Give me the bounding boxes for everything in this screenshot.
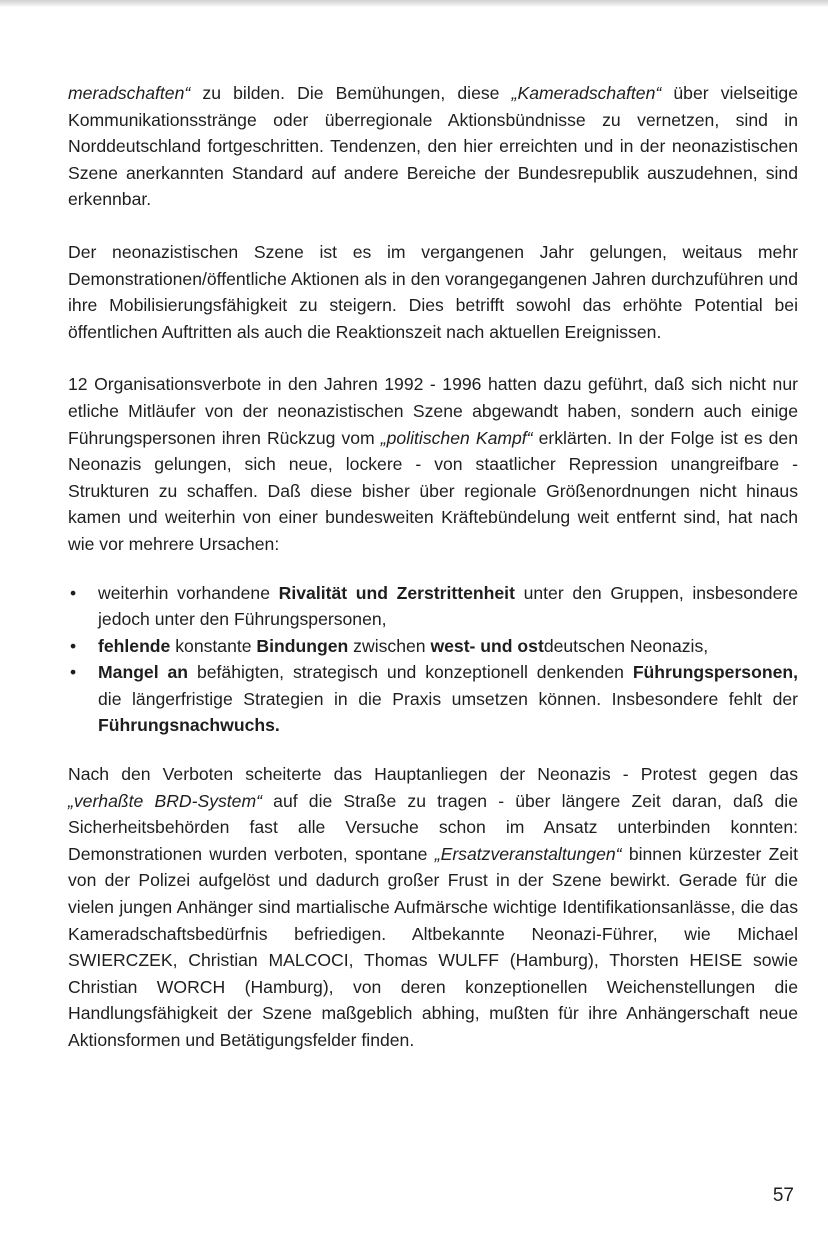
scan-top-edge [0,0,828,7]
italic-text: „Ersatzveranstaltungen“ [434,843,622,864]
document-page [68,80,798,1054]
text-run: die längerfristige Strategien in die Praxis umsetzen können. Insbesondere fehlt der [98,688,798,709]
text-run: Nach den Verboten scheiterte das Hauptanliegen der Neonazis - Protest gegen das [68,764,798,785]
text-run: binnen kürzester Zeit von der Polizei aufgelöst und dadurch großer Frust in der Szene bewirkt. Gerade für die vielen jungen Anhänger sind martialische Aufmärsche wichtige Identifikationsanlässe, die das Kameradschaftsbedürfnis befriedigen. Altbekannte Neonazi-Führer, wie Michael SWIERCZEK, Christian MALCOCI, Thomas WULFF (Hamburg), Thorsten HEISE sowie Christian WORCH (Hamburg), von deren konzeptionellen Weichenstellungen die Handlungsfähigkeit der Szene maßgeblich abhing, mußten für ihre Anhängerschaft neue Aktionsformen und Betätigungsfelder finden. [68,843,798,1050]
page-number: 57 [772,1185,794,1206]
paragraph-4 [68,761,798,1054]
bold-text: fehlende [98,635,171,656]
text-run: erklärten. In der Folge ist es den Neonazis gelungen, sich neue, lockere - von staatlicher Repression unangreifbare - Strukturen zu schaffen. Daß diese bisher über regionale Größenordnungen nicht hinaus kamen und weiterhin von einer bundesweiten Kräftebündelung weit entfernt sind, hat nach wie vor mehrere Ursachen: [68,427,798,554]
bold-text: Führungsnachwuchs. [98,715,280,736]
list-item [68,633,798,660]
text-run: Der neonazistischen Szene ist es im vergangenen Jahr gelungen, weitaus mehr Demonstrationen/öffentliche Aktionen als in den vorangegangenen Jahren durchzuführen und ihre Mobilisierungsfähigkeit zu steigern. Dies betrifft sowohl das erhöhte Potential bei öffentlichen Auftritten als auch die Reaktionszeit nach aktuellen Ereignissen. [68,241,798,342]
italic-text: meradschaften“ [68,83,191,103]
paragraph-2 [68,239,798,345]
bullet-icon: • [70,662,77,683]
bold-text: Mangel an [98,662,189,683]
text-run: konstante [170,635,257,656]
text-run: deutschen Neonazis, [543,635,709,656]
list-item [68,580,798,633]
text-run: unter den Gruppen, insbesondere jedoch unter den Führungspersonen, [98,582,798,630]
bullet-icon: • [70,582,77,603]
bold-text: west- und ost [430,635,544,656]
list-item-text [98,583,798,630]
text-run: über vielseitige Kommunikationsstränge oder überregionale Aktionsbündnisse zu vernetzen, sind in Norddeutschland fortgeschritten. Tendenzen, den hier erreichten und in der neonazistischen Szene anerkannten Standard auf andere Bereiche der Bundesrepublik auszudehnen, sind erkennbar. [68,83,798,210]
italic-text: „politischen Kampf“ [380,427,533,448]
list-item [68,659,798,739]
bullet-icon: • [70,635,77,656]
bold-text: Führungspersonen, [632,662,799,683]
paragraph-1 [68,80,798,213]
text-run: auf die Straße zu tragen - über längere Zeit daran, daß die Sicherheitsbehörden fast alle Versuche schon im Ansatz unterbinden konnten: Demonstrationen wurden verboten, spontane [68,790,798,864]
text-run: weiterhin vorhandene [98,582,279,603]
bold-text: Rivalität und Zerstrittenheit [278,582,515,603]
text-run: befähigten, strategisch und konzeptionell denkenden [188,662,633,683]
cause-list [68,580,798,740]
text-run: zu bilden. Die Bemühungen, diese [190,83,512,103]
italic-text: „Kameradschaften“ [511,83,662,103]
bold-text: Bindungen [256,635,349,656]
text-run: zwischen [348,635,431,656]
italic-text: „verhaßte BRD-System“ [68,790,262,811]
list-item-text [98,662,798,735]
list-item-text [98,636,708,656]
paragraph-3 [68,371,798,557]
text-run: 12 Organisationsverbote in den Jahren 1992 - 1996 hatten dazu geführt, daß sich nicht nur etliche Mitläufer von der neonazistischen Szene abgewandt haben, sondern auch einige Führungspersonen ihren Rückzug vom [68,374,798,448]
